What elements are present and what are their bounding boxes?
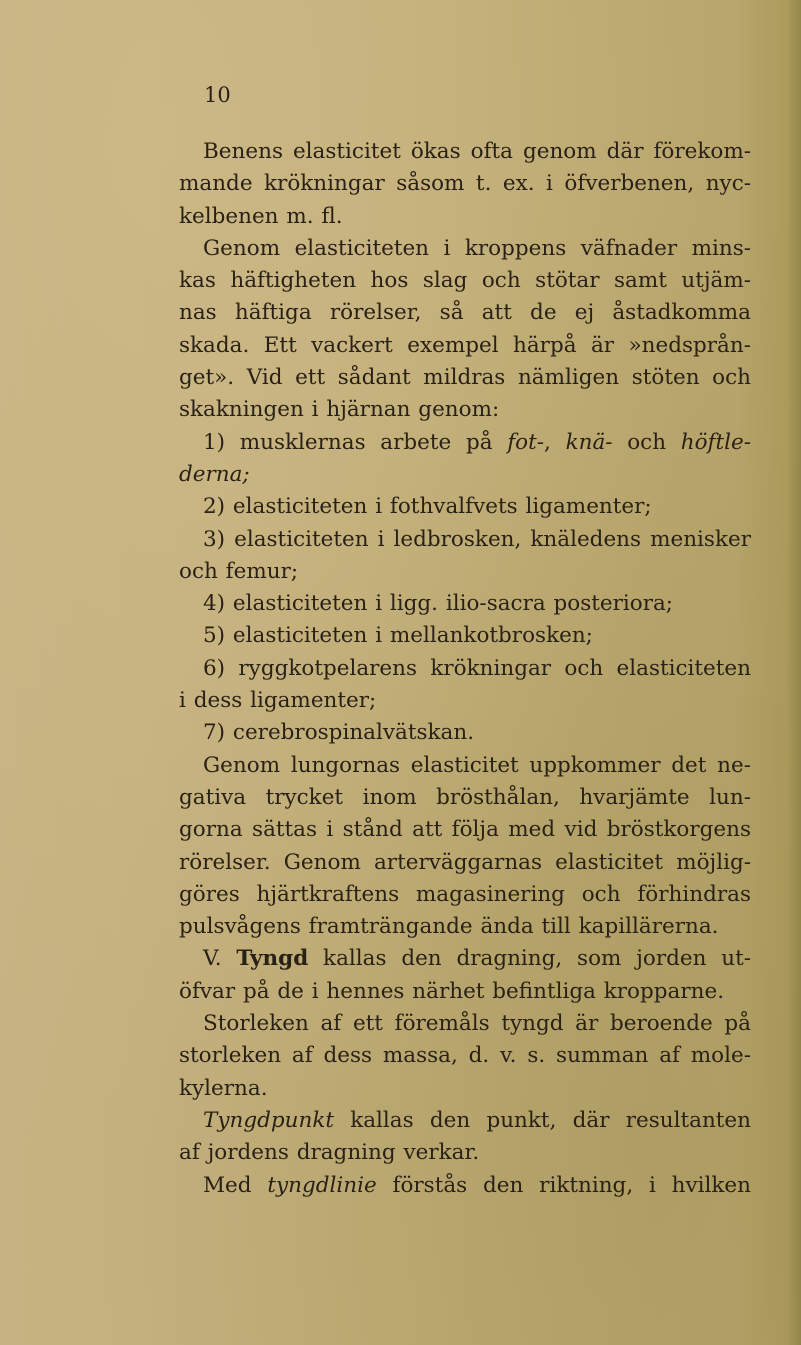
text-run: kallas den dragning, som jorden ut- xyxy=(308,946,752,972)
text-run: nas häftiga rörelser, så att de ej åstadkomma xyxy=(179,300,751,326)
text-run: gorna sättas i stånd att följa med vid bröstkorgens xyxy=(179,817,751,843)
text-run: kylerna. xyxy=(179,1075,268,1101)
text-line xyxy=(179,685,751,717)
text-line xyxy=(179,750,751,782)
text-run: 4) elasticiteten i ligg. ilio-sacra posteriora; xyxy=(203,591,674,617)
text-run: 6) ryggkotpelarens krökningar och elasticiteten xyxy=(203,655,751,681)
italic-term: Tyngdpunkt xyxy=(203,1107,334,1133)
text-run: 5) elasticiteten i mellankotbrosken; xyxy=(203,623,593,649)
text-line xyxy=(179,168,751,200)
text-line xyxy=(179,814,751,846)
text-run: 7) cerebrospinalvätskan. xyxy=(203,720,475,746)
text-line xyxy=(179,330,751,362)
text-run: kallas den punkt, där resultanten xyxy=(333,1107,751,1133)
text-run: Genom lungornas elasticitet uppkommer det ne- xyxy=(203,752,751,778)
text-run: gativa trycket inom brösthålan, hvarjämte lun- xyxy=(179,784,751,810)
text-line xyxy=(179,782,751,814)
text-line xyxy=(179,1073,751,1105)
text-run: Genom elasticiteten i kroppens väfnader mins- xyxy=(203,235,751,261)
text-run: göres hjärtkraftens magasinering och förhindras xyxy=(179,881,751,907)
text-line xyxy=(179,911,751,943)
text-line xyxy=(179,588,751,620)
text-run: rörelser. Genom arterväggarnas elasticitet möjlig- xyxy=(179,849,751,875)
text-line xyxy=(179,1170,751,1202)
text-line xyxy=(179,136,751,168)
text-run: V. xyxy=(203,946,237,972)
text-run: 2) elasticiteten i fothvalfvets ligamenter; xyxy=(203,494,652,520)
bold-term: Tyngd xyxy=(236,946,309,972)
text-run: mande krökningar såsom t. ex. i öfverbenen, nyc- xyxy=(179,171,751,197)
text-line xyxy=(179,943,751,975)
italic-term: knä- xyxy=(565,429,613,455)
text-line xyxy=(179,427,751,459)
text-line xyxy=(179,717,751,749)
text-run: och xyxy=(612,429,681,455)
text-run: Benens elasticitet ökas ofta genom där förekom- xyxy=(203,139,751,164)
text-line xyxy=(179,653,751,685)
text-line xyxy=(179,1040,751,1072)
text-line xyxy=(179,297,751,329)
text-line xyxy=(179,847,751,879)
text-run: öfvar på de i hennes närhet befintliga kropparne. xyxy=(179,978,725,1004)
italic-term: tyngdlinie xyxy=(267,1172,377,1198)
text-line xyxy=(179,459,751,491)
text-line xyxy=(179,265,751,297)
text-run: skakningen i hjärnan genom: xyxy=(179,397,500,423)
text-line xyxy=(179,976,751,1008)
text-run: af jordens dragning verkar. xyxy=(179,1140,480,1166)
text-line xyxy=(179,491,751,523)
page-number: 10 xyxy=(204,83,231,107)
text-line xyxy=(179,362,751,394)
text-line xyxy=(179,1137,751,1169)
text-line xyxy=(179,1008,751,1040)
text-run: , xyxy=(544,429,566,455)
text-line xyxy=(179,524,751,556)
text-run: i dess ligamenter; xyxy=(179,688,377,714)
text-run: kas häftigheten hos slag och stötar samt utjäm- xyxy=(179,268,751,294)
italic-term: fot- xyxy=(507,429,545,455)
text-run: kelbenen m. fl. xyxy=(179,203,343,229)
text-line xyxy=(179,201,751,233)
text-line xyxy=(179,233,751,265)
text-run: get». Vid ett sådant mildras nämligen stöten och xyxy=(179,365,751,391)
page-edge-shadow xyxy=(787,0,801,1345)
text-line xyxy=(179,1105,751,1137)
text-run: Med xyxy=(203,1172,268,1198)
text-line xyxy=(179,556,751,588)
text-run: skada. Ett vackert exempel härpå är »nedsprån- xyxy=(179,332,751,358)
italic-term: höftle- xyxy=(680,429,751,455)
text-line xyxy=(179,394,751,426)
italic-term: derna; xyxy=(179,461,250,487)
text-line xyxy=(179,620,751,652)
text-run: Storleken af ett föremåls tyngd är beroende på xyxy=(203,1011,751,1037)
text-line xyxy=(179,879,751,911)
text-run: förstås den riktning, i hvilken xyxy=(376,1172,752,1198)
text-run: och femur; xyxy=(179,558,299,584)
text-run: storleken af dess massa, d. v. s. summan af mole- xyxy=(179,1043,751,1069)
text-run: 1) musklernas arbete på xyxy=(203,429,508,455)
text-run: 3) elasticiteten i ledbrosken, knäledens menisker xyxy=(203,526,751,552)
body-text xyxy=(179,136,751,1202)
text-run: pulsvågens framträngande ända till kapillärerna. xyxy=(179,914,719,940)
